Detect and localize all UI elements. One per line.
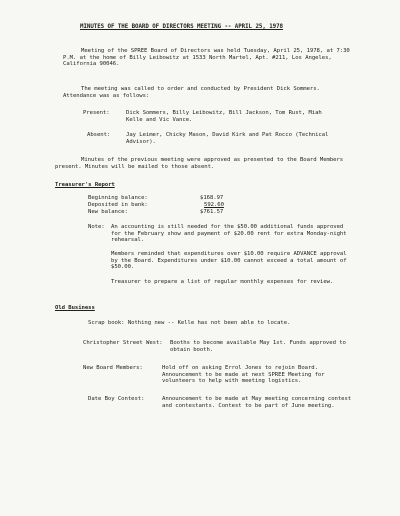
- old-business-heading: Old Business: [55, 305, 95, 311]
- treasurer-expenses-note: Treasurer to prepare a list of regular monthly expenses for review.: [111, 279, 334, 285]
- meeting-intro-paragraph: Meeting of the SPREE Board of Directors was held Tuesday, April 25, 1978, at 7:30 P.M. at the home of Billy Leibowitz at 1533 North Martel, Apt. #211, Los Angeles, California 90046.: [63, 48, 350, 68]
- absent-list: Jay Leimer, Chicky Mason, David Kirk and Pat Rocco (Technical Advisor).: [126, 132, 329, 145]
- finance-label: New balance:: [88, 209, 128, 215]
- item-label-date-boy-contest: Date Boy Contest:: [88, 396, 145, 402]
- previous-minutes-paragraph: Minutes of the previous meeting were approved as presented to the Board Members present. Minutes will be mailed to those absent.: [55, 157, 344, 170]
- item-text-christopher-street: Booths to become available May 1st. Funds approved to obtain booth.: [170, 340, 346, 353]
- finance-value: $761.57: [200, 209, 224, 215]
- item-text-date-boy-contest: Announcement to be made at May meeting concerning contest and contestants. Contest to be part of June meeting.: [162, 396, 352, 409]
- item-label-new-board-members: New Board Members:: [83, 365, 143, 371]
- absent-label: Absent:: [87, 132, 111, 138]
- item-label-christopher-street: Christopher Street West:: [83, 340, 163, 346]
- finance-value: 592.60: [204, 202, 224, 208]
- present-label: Present:: [83, 110, 110, 116]
- note-text: An accounting is still needed for the $50.00 additional funds approved for the February show and payment of $20.00 rent for extra Monday-night rehearsal.: [111, 224, 347, 244]
- finance-value: $168.97: [200, 195, 224, 201]
- scrapbook-item: Scrap book: Nothing new -- Kelle has not been able to locate.: [88, 320, 291, 326]
- treasurer-report-heading: Treasurer's Report: [55, 182, 115, 188]
- expenditures-reminder: Members reminded that expenditures over $10.00 require ADVANCE approval by the Board. Expenditures under $10.00 cannot exceed a total amount of $50.00.: [111, 251, 347, 271]
- present-list: Dick Sommers, Billy Leibowitz, Bill Jackson, Tom Rust, Miah Kelle and Vic Vance.: [126, 110, 322, 123]
- item-text-new-board-members: Hold off on asking Errol Jones to rejoin Board. Announcement to be made at next SPREE Meeting for volunteers to help with meeting logistics.: [162, 365, 325, 385]
- note-label: Note:: [88, 224, 105, 230]
- document-title: MINUTES OF THE BOARD OF DIRECTORS MEETING -- APRIL 25, 1978: [80, 24, 283, 30]
- meeting-called-paragraph: The meeting was called to order and conducted by President Dick Sommers. Attendance was as follows:: [63, 86, 320, 99]
- finance-label: Beginning balance:: [88, 195, 148, 201]
- finance-label: Deposited in bank:: [88, 202, 148, 208]
